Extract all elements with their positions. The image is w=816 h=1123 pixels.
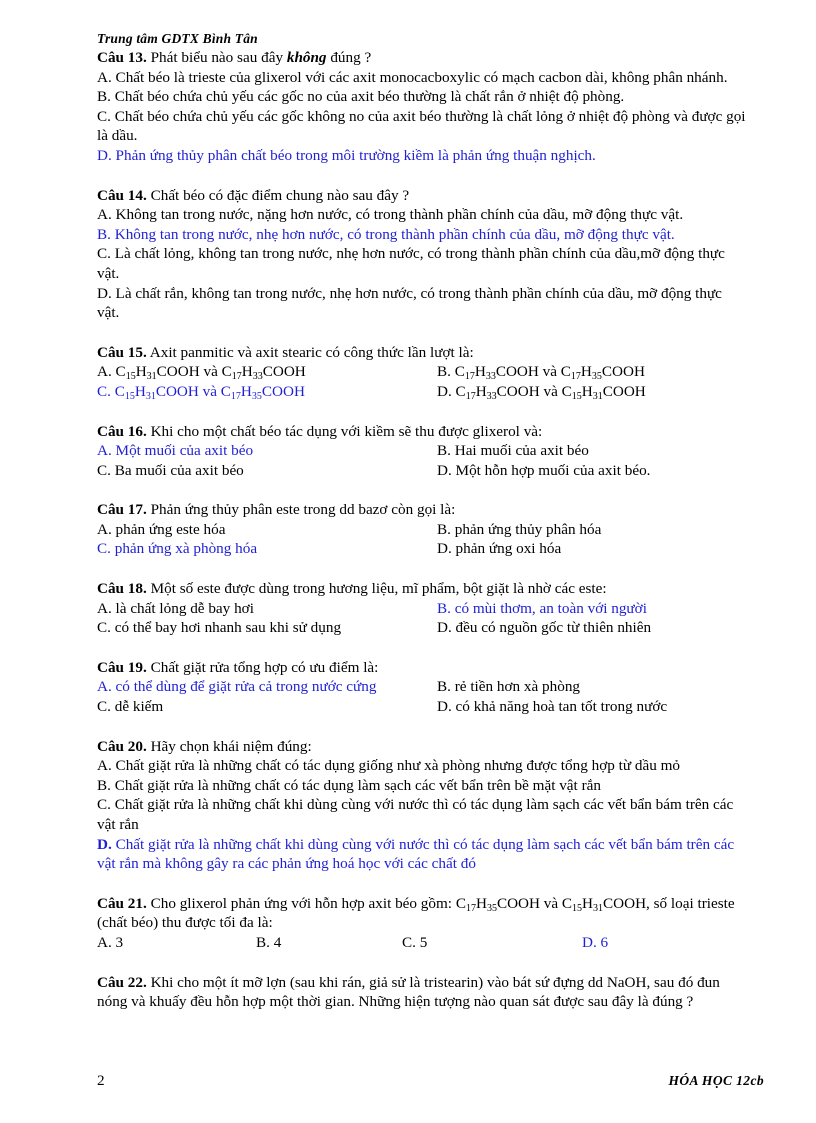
- page-number: 2: [97, 1072, 105, 1089]
- question-13: [97, 48, 747, 166]
- option-d: D. đều có nguồn gốc từ thiên nhiên: [437, 619, 652, 637]
- option-c-correct: C. phản ứng xà phòng hóa: [97, 540, 258, 558]
- option-a-correct: A. Một muối của axit béo: [97, 442, 254, 460]
- option-a: A. là chất lỏng dễ bay hơi: [97, 599, 254, 617]
- question-stem: Câu 20. Hãy chọn khái niệm đúng:: [97, 737, 312, 755]
- option-a: A. phản ứng este hóa: [97, 520, 226, 538]
- option-b: B. rẻ tiền hơn xà phòng: [437, 678, 581, 696]
- option-b: B. 4: [256, 933, 282, 951]
- option-d-correct: D. 6: [582, 933, 609, 951]
- option-a: A. 3: [97, 933, 124, 951]
- question-stem: Câu 22. Khi cho một ít mỡ lợn (sau khi rán, giả sử là tristearin) vào bát sứ đựng dd NaOH, sau đó đun nóng và khuấy đều hỗn hợp một thời gian. Những hiện tượng nào quan sát được sau đây là đúng ?: [97, 973, 720, 1011]
- option-b-correct: B. Không tan trong nước, nhẹ hơn nước, có trong thành phần chính của dầu, mỡ động thực vật.: [97, 225, 675, 243]
- option-a-correct: A. có thể dùng để giặt rửa cả trong nước cứng: [97, 678, 377, 696]
- option-b: B. Hai muối của axit béo: [437, 442, 589, 460]
- question-stem: Câu 13. Phát biểu nào sau đây không đúng ?: [97, 49, 372, 66]
- footer-title: HÓA HỌC 12cb: [668, 1073, 764, 1088]
- option-c-correct: C. $C_{15}H_{31}COOH$ và $C_{17}H_{35}COOH$: [97, 382, 305, 402]
- page-header: Trung tâm GDTX Bình Tân: [97, 31, 258, 46]
- option-d: D. có khả năng hoà tan tốt trong nước: [437, 698, 668, 716]
- option-a: A. $C_{15}H_{31}COOH$ và $C_{17}H_{33}COOH$: [97, 363, 306, 383]
- question-stem: Câu 18. Một số este được dùng trong hương liệu, mĩ phẩm, bột giặt là nhờ các este:: [97, 580, 607, 598]
- question-20: [97, 737, 747, 874]
- question-stem: Câu 16. Khi cho một chất béo tác dụng với kiềm sẽ thu được glixerol và:: [97, 422, 543, 440]
- question-stem: Câu 14. Chất béo có đặc điểm chung nào sau đây ?: [97, 186, 410, 204]
- option-c: C. có thể bay hơi nhanh sau khi sử dụng: [97, 619, 342, 637]
- option-d: D. phản ứng oxi hóa: [437, 540, 562, 558]
- option-c: C. Chất béo chứa chủ yếu các gốc không no của axit béo thường là chất lỏng ở nhiệt độ phòng và được gọi là dầu.: [97, 107, 746, 145]
- question-16: [97, 422, 747, 481]
- question-17: [97, 500, 747, 559]
- question-22: [97, 973, 747, 1012]
- option-c: C. Ba muối của axit béo: [97, 461, 244, 479]
- option-b-correct: B. có mùi thơm, an toàn với người: [437, 599, 647, 617]
- question-21: [97, 894, 747, 953]
- option-c: C. Chất giặt rửa là những chất khi dùng cùng với nước thì có tác dụng làm sạch các vết bẩn bám trên các vật rắn: [97, 796, 734, 833]
- question-stem: Câu 19. Chất giặt rửa tổng hợp có ưu điểm là:: [97, 658, 379, 676]
- document-body: [97, 48, 747, 1012]
- question-15: [97, 343, 747, 402]
- option-a: A. Chất béo là trieste của glixerol với các axit monocacboxylic có mạch cacbon dài, không phân nhánh.: [97, 68, 728, 86]
- option-a: A. Chất giặt rửa là những chất có tác dụng giống như xà phòng nhưng được tổng hợp từ dầu mỏ: [97, 757, 680, 775]
- option-d: D. Một hỗn hợp muối của axit béo.: [437, 461, 651, 479]
- question-stem: Câu 21. Cho glixerol phản ứng với hỗn hợp axit béo gồm: $C_{17}H_{35}COOH$ và $C_{15}H_{31}COOH$, số loại trieste (chất béo) thu được tối đa là:: [97, 894, 735, 932]
- option-b: B. Chất béo chứa chủ yếu các gốc no của axit béo thường là chất rắn ở nhiệt độ phòng.: [97, 88, 625, 106]
- option-d-correct: D. Phản ứng thủy phân chất béo trong môi trường kiềm là phản ứng thuận nghịch.: [97, 146, 596, 164]
- question-14: [97, 186, 747, 323]
- option-d-correct: D. Chất giặt rửa là những chất khi dùng cùng với nước thì có tác dụng làm sạch các vết bẩn bám trên các vật rắn mà không gây ra các phản ứng hoá học với các chất đó: [97, 835, 735, 873]
- question-19: [97, 658, 747, 717]
- option-b: B. Chất giặt rửa là những chất có tác dụng làm sạch các vết bẩn trên bề mặt vật rắn: [97, 776, 601, 794]
- option-b: B. $C_{17}H_{33}COOH$ và $C_{17}H_{35}COOH$: [437, 363, 645, 383]
- option-d: D. $C_{17}H_{33}COOH$ và $C_{15}H_{31}COOH$: [437, 382, 646, 402]
- option-a: A. Không tan trong nước, nặng hơn nước, có trong thành phần chính của dầu, mỡ động thực vật.: [97, 206, 684, 224]
- question-stem: Câu 17. Phản ứng thủy phân este trong dd bazơ còn gọi là:: [97, 501, 456, 519]
- option-c: C. Là chất lỏng, không tan trong nước, nhẹ hơn nước, có trong thành phần chính của dầu,mỡ động thực vật.: [97, 245, 725, 282]
- option-c: C. dễ kiếm: [97, 698, 164, 716]
- option-d: D. Là chất rắn, không tan trong nước, nhẹ hơn nước, có trong thành phần chính của dầu, mỡ động thực vật.: [97, 284, 722, 322]
- option-b: B. phản ứng thủy phân hóa: [437, 520, 602, 538]
- question-18: [97, 579, 747, 638]
- question-stem: Câu 15. Axit panmitic và axit stearic có công thức lần lượt là:: [97, 343, 474, 361]
- option-c: C. 5: [402, 933, 428, 951]
